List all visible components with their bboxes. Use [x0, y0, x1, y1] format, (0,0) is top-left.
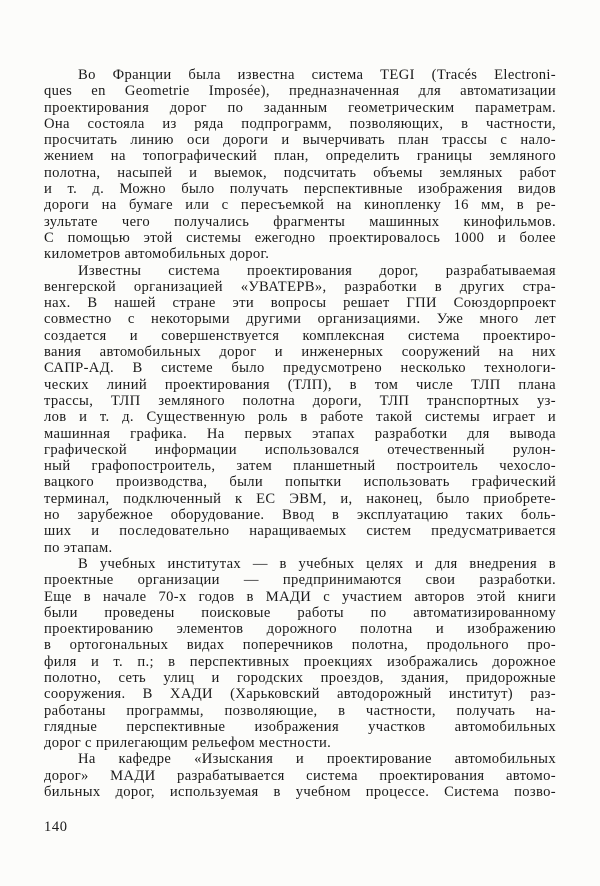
text-line: венгерской организацией «УВАТЕРВ», разработки в других стра- [44, 278, 556, 295]
text-line: ный графопостроитель, затем планшетный построитель чехосло- [44, 458, 556, 475]
text-line: филя и т. п.; в перспективных проекциях изображались дорожное [44, 653, 556, 670]
text-line: были проведены поисковые работы по автоматизированному [44, 604, 556, 621]
text-line: Во Франции была известна система TEGI (Tracés Electroni- [78, 67, 556, 83]
text-line: На кафедре «Изыскания и проектирование автомобильных [78, 751, 556, 768]
text-line: дорог» МАДИ разрабатывается система проектирования автомо- [44, 767, 556, 784]
text-line: ques en Geometrie Imposée), предназначенная для автоматизации [44, 83, 556, 100]
text-line: С помощью этой системы ежегодно проектировалось 1000 и более [44, 229, 556, 246]
paragraph [44, 751, 556, 800]
text-line: километров автомобильных дорог. [44, 246, 270, 263]
text-line: но зарубежное оборудование. Ввод в эксплуатацию таких боль- [44, 507, 556, 524]
text-line: в ортогональных видах поперечников полотна, продольного про- [44, 637, 556, 654]
text-line: нах. В нашей стране эти вопросы решает ГПИ Союздорпроект [44, 295, 556, 312]
text-line: лов и т. д. Существенную роль в работе такой системы играет и [44, 409, 556, 426]
text-line: проектные организации — предпринимаются свои разработки. [44, 572, 556, 589]
text-line: трассы, ТЛП земляного полотна дороги, ТЛП транспортных уз- [44, 392, 556, 409]
text-line: совместно с некоторыми другими организациями. Уже много лет [44, 311, 556, 328]
text-line: жением на топографический план, определить границы земляного [44, 148, 556, 165]
text-line: графической информации использовался отечественный рулон- [44, 441, 556, 458]
text-line: вацкого производства, были попытки использовать графический [44, 474, 556, 491]
text-line: САПР-АД. В системе было предусмотрено несколько технологи- [44, 360, 556, 377]
text-line: Она состояла из ряда подпрограмм, позволяющих, в частности, [44, 115, 556, 132]
text-line: полотно, сеть улиц и городских проездов, здания, придорожные [44, 669, 556, 686]
text-line: Еще в начале 70-х годов в МАДИ с участием авторов этой книги [44, 588, 556, 605]
text-line: терминал, подключенный к ЕС ЭВМ, и, наконец, было приобрете- [44, 490, 556, 507]
text-line: бильных дорог, используемая в учебном процессе. Система позво- [44, 784, 556, 801]
text-line: сооружения. В ХАДИ (Харьковский автодорожный институт) раз- [44, 686, 556, 703]
text-line: ческих линий проектирования (ТЛП), в том числе ТЛП плана [44, 376, 556, 393]
text-line: Известны система проектирования дорог, разрабатываемая [78, 262, 556, 279]
text-column [44, 67, 556, 800]
text-line: глядные перспективные изображения участков автомобильных [44, 718, 556, 735]
page-number: 140 [44, 819, 68, 836]
text-line: по этапам. [44, 539, 113, 556]
text-line: работаны программы, позволяющие, в частности, получать на- [44, 702, 556, 719]
text-line: создается и совершенствуется комплексная система проектиро- [44, 327, 556, 344]
text-line: В учебных институтах — в учебных целях и для внедрения в [78, 555, 556, 572]
text-line: дорог с прилегающим рельефом местности. [44, 735, 332, 752]
text-line: проектирования дорог по заданным геометрическим параметрам. [44, 99, 556, 116]
paragraph [44, 67, 556, 263]
text-line: дороги на бумаге или с пересъемкой на кинопленку 16 мм, в ре- [44, 197, 556, 214]
paragraph [44, 263, 556, 556]
text-line: полотна, насыпей и выемок, подсчитать объемы земляных работ [44, 164, 556, 181]
text-line: просчитать линию оси дороги и вычерчивать план трассы с нало- [44, 132, 556, 149]
text-line: проектированию элементов дорожного полотна и изображению [44, 621, 556, 638]
text-line: машинная графика. На первых этапах разработки для вывода [44, 425, 556, 442]
paragraph [44, 556, 556, 752]
text-line: вания автомобильных дорог и инженерных сооружений на них [44, 344, 556, 361]
text-line: ших и последовательно наращиваемых систем предусматривается [44, 523, 556, 540]
text-line: зультате чего получались фрагменты машинных кинофильмов. [44, 213, 556, 230]
text-line: и т. д. Можно было получать перспективные изображения видов [44, 181, 556, 198]
